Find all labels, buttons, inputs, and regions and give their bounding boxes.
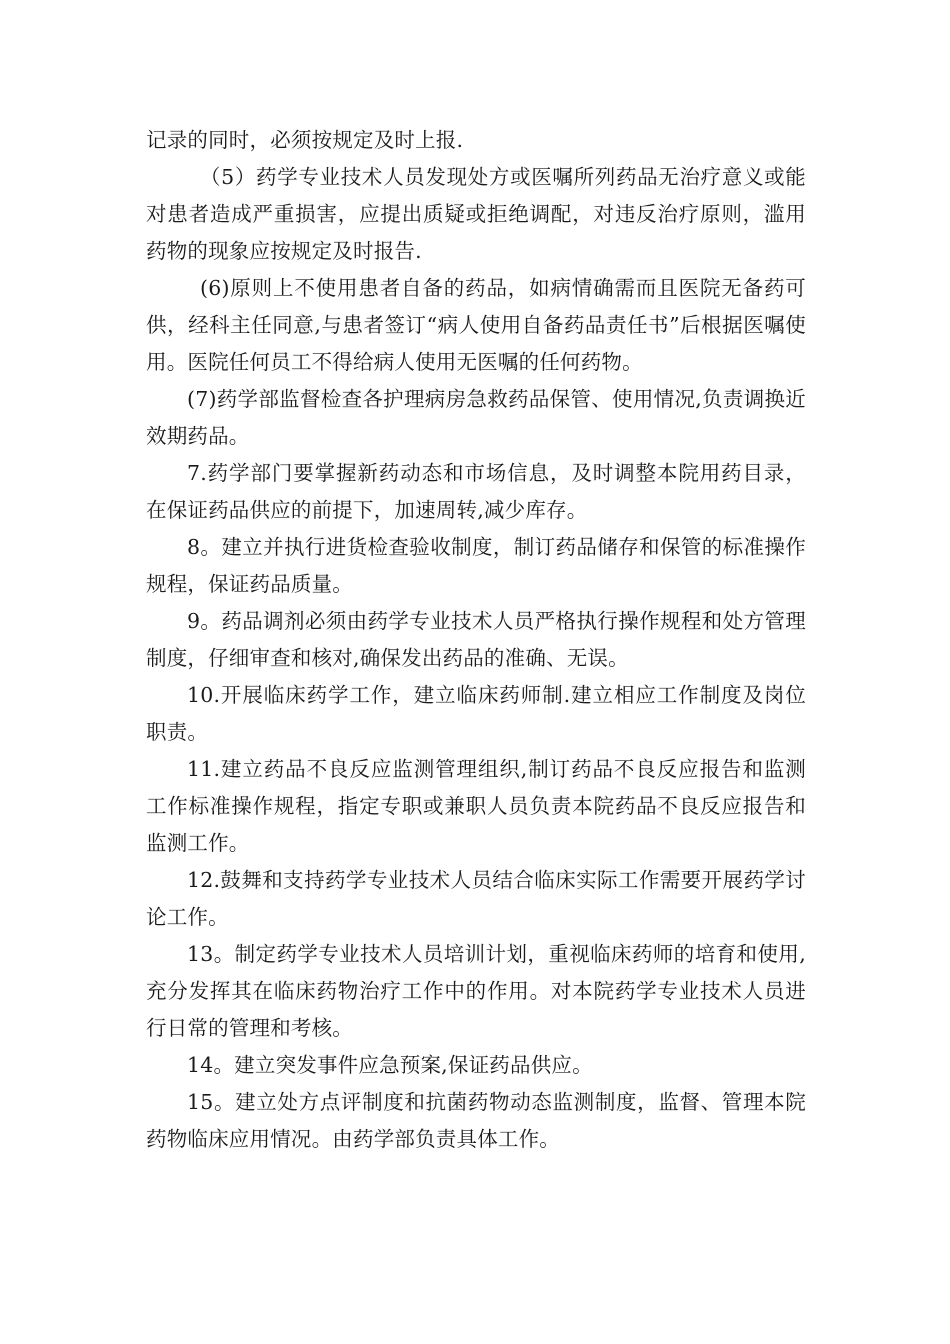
paragraph-section-10: 10.开展临床药学工作，建立临床药师制.建立相应工作制度及岗位职责。: [146, 683, 806, 744]
paragraph-item-6: (6)原则上不使用患者自备的药品，如病情确需而且医院无备药可供，经科主任同意,与患者签订“病人使用自备药品责任书”后根据医嘱使用。医院任何员工不得给病人使用无医嘱的任何药物。: [146, 276, 806, 374]
paragraph-item-7-sub: (7)药学部监督检查各护理病房急救药品保管、使用情况,负责调换近效期药品。: [146, 387, 806, 448]
paragraph-section-12: 12.鼓舞和支持药学专业技术人员结合临床实际工作需要开展药学讨论工作。: [146, 868, 806, 929]
paragraph-section-15: 15。建立处方点评制度和抗菌药物动态监测制度，监督、管理本院药物临床应用情况。由药学部负责具体工作。: [146, 1090, 806, 1151]
paragraph-section-14: 14。建立突发事件应急预案,保证药品供应。: [187, 1053, 593, 1077]
paragraph-section-11: 11.建立药品不良反应监测管理组织,制订药品不良反应报告和监测工作标准操作规程，指定专职或兼职人员负责本院药品不良反应报告和监测工作。: [146, 757, 806, 855]
paragraph-item-5: （5）药学专业技术人员发现处方或医嘱所列药品无治疗意义或能对患者造成严重损害，应提出质疑或拒绝调配，对违反治疗原则，滥用药物的现象应按规定及时报告.: [146, 165, 806, 263]
paragraph-section-7: 7.药学部门要掌握新药动态和市场信息，及时调整本院用药目录，在保证药品供应的前提下，加速周转,减少库存。: [146, 461, 806, 522]
document-body: [146, 122, 806, 1158]
paragraph-section-8: 8。建立并执行进货检查验收制度，制订药品储存和保管的标准操作规程，保证药品质量。: [146, 535, 806, 596]
paragraph-section-9: 9。药品调剂必须由药学专业技术人员严格执行操作规程和处方管理制度，仔细审查和核对,确保发出药品的准确、无误。: [146, 609, 806, 670]
paragraph-section-13: 13。制定药学专业技术人员培训计划，重视临床药师的培育和使用,充分发挥其在临床药物治疗工作中的作用。对本院药学专业技术人员进行日常的管理和考核。: [146, 942, 806, 1040]
paragraph-continuation: 记录的同时，必须按规定及时上报.: [146, 128, 464, 152]
